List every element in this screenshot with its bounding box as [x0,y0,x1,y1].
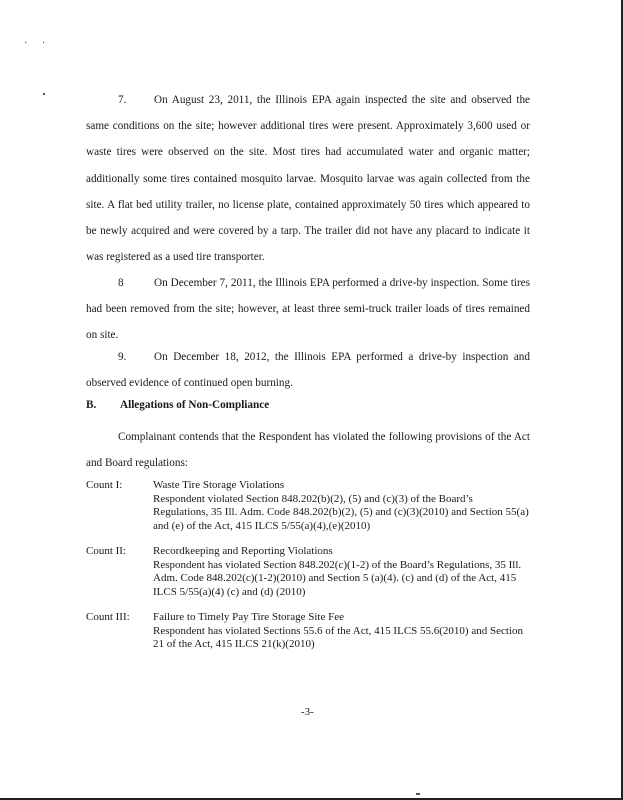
scan-speck [43,93,45,95]
paragraph-7-text: On August 23, 2011, the Illinois EPA again inspected the site and observed the same conditions on the site; however additional tires were present. Approximately 3,600 used or waste tires were observed on the site. Most tires had accumulated water and organic matter; additionally some tires contained mosquito larvae. Mosquito larvae was again collected from the site. A flat bed utility trailer, no license plate, contained approximately 50 tires which appeared to be newly acquired and were covered by a tarp. The trailer did not have any placard to indicate it was registered as a used tire transporter. [86,94,530,264]
paragraph-7 [86,87,530,270]
count-body [153,479,530,533]
count-item [86,479,530,533]
paragraph-9-text: On December 18, 2012, the Illinois EPA performed a drive-by inspection and observed evidence of continued open burning. [86,351,530,390]
count-title: Waste Tire Storage Violations [153,479,285,491]
count-text: Respondent has violated Sections 55.6 of the Act, 415 ILCS 55.6(2010) and Section 21 of the Act, 415 ILCS 21(k)(2010) [153,624,523,651]
count-title: Recordkeeping and Reporting Violations [153,545,333,557]
paragraph-8 [86,270,530,349]
paragraph-8-text: On December 7, 2011, the Illinois EPA performed a drive-by inspection. Some tires had been removed from the site; however, at least three semi-truck trailer loads of tires remained on site. [86,277,530,342]
count-item [86,611,530,652]
count-body [153,545,530,599]
intro-paragraph [86,424,530,476]
paragraph-9 [86,344,530,396]
count-text: Respondent violated Section 848.202(b)(2), (5) and (c)(3) of the Board’s Regulations, 35 Ill. Adm. Code 848.202(b)(2), (5) and (c)(3)(2010) and Section 55(a) and (e) of the Act, 415 ILCS 5/55(a)(4),(e)(2010) [153,492,529,532]
count-label: Count III: [86,611,130,623]
section-title: Allegations of Non-Compliance [120,399,270,411]
intro-text: Complainant contends that the Respondent has violated the following provisions of the Act and Board regulations: [86,431,530,470]
paragraph-9-number: 9. [118,351,127,363]
paragraph-8-number: 8 [118,277,124,289]
section-letter: B. [86,399,97,411]
count-text: Respondent has violated Section 848.202(c)(1-2) of the Board’s Regulations, 35 Ill. Adm. Code 848.202(c)(1-2)(2010) and Section 5 (a)(4). (c) and (d) of the Act, 415 ILCS 5/55(a)(4) (c) and (d) (2010) [153,558,522,598]
scan-speck-bottom [416,793,420,795]
count-body [153,611,530,652]
page-number: -3- [301,706,314,718]
count-item [86,545,530,599]
section-heading [86,399,269,411]
count-label: Count II: [86,545,127,557]
count-title: Failure to Timely Pay Tire Storage Site Fee [153,611,344,623]
paragraph-7-number: 7. [118,94,127,106]
scan-artifact-mark: · · [24,38,52,49]
count-label: Count I: [86,479,123,491]
